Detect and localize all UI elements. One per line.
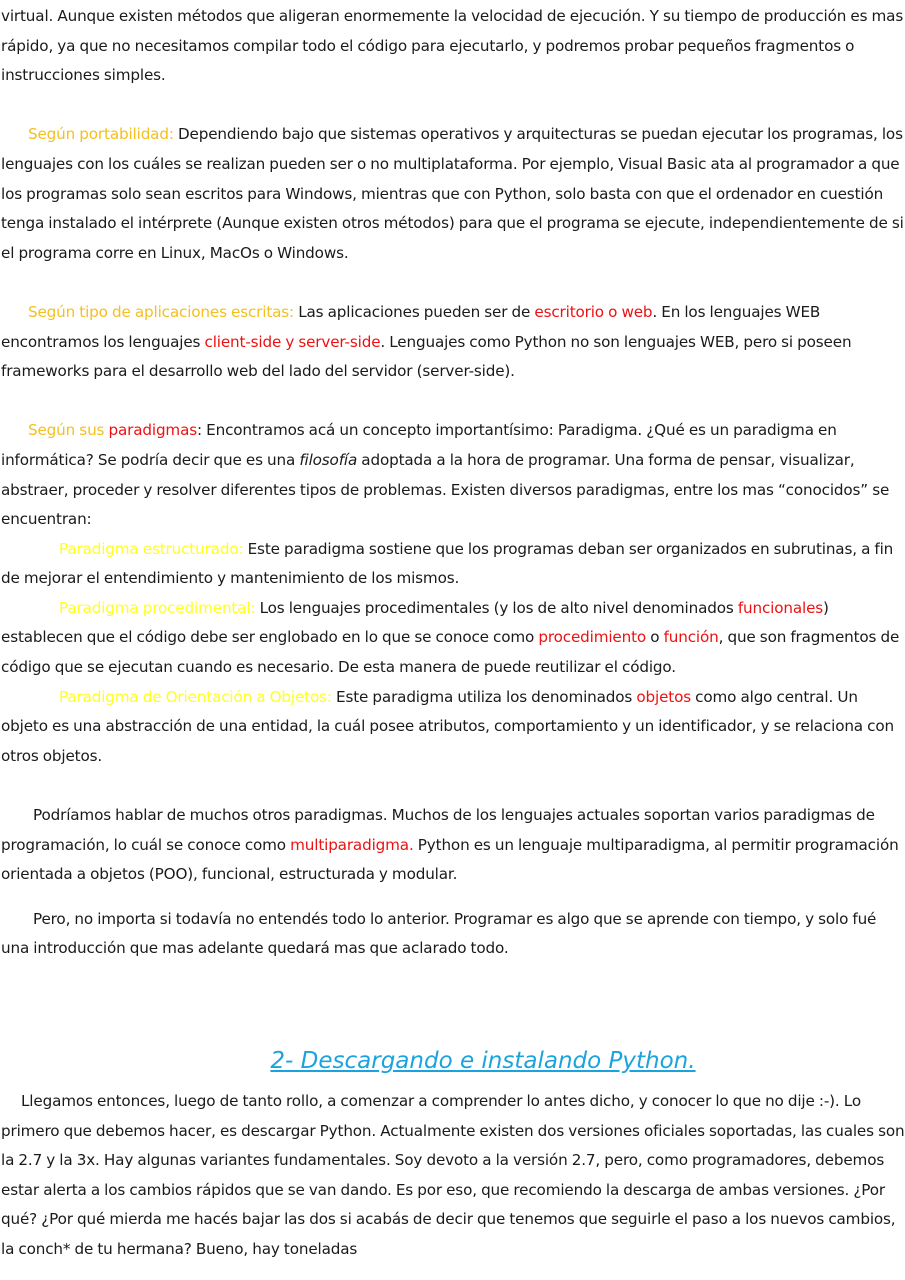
spacer: [1, 387, 905, 417]
italic-term: filosofía: [299, 450, 358, 469]
paragraph-text: o: [646, 628, 664, 647]
highlight-term: escritorio o web: [534, 302, 653, 321]
section-label: Según sus: [28, 421, 109, 440]
paragraph-text: Este paradigma utiliza los denominados: [331, 687, 637, 706]
paragraph-text: . Lenguajes como Python no son lenguajes WEB, pero si poseen frameworks para el desarrollo web del lado del servidor (server-side).: [1, 332, 852, 381]
paragraph-text: Python es un lenguaje multiparadigma, al permitir programación orientada a objetos (POO), funcional, estructurada y modular.: [1, 835, 899, 884]
paragraph-text: , que son fragmentos de código que se ejecutan cuando es necesario. De esta manera de puede reutilizar el código.: [1, 628, 900, 677]
highlight-term: función: [663, 628, 719, 647]
paragraph-cierre: [1, 905, 905, 964]
highlight-term: funcionales: [737, 598, 824, 617]
section-label: Según portabilidad:: [28, 125, 174, 144]
paragraph-text: virtual. Aunque existen métodos que aligeran enormemente la velocidad de ejecución. Y su tiempo de producción es mas rápido, ya que no necesitamos compilar todo el código para ejecutarlo, y podremos probar pequeños fragmentos o instrucciones simples.: [1, 7, 904, 85]
highlight-term: multiparadigma.: [290, 835, 414, 854]
spacer: [1, 91, 905, 121]
paragraph-interpretado-tail: [1, 2, 905, 91]
paragraph-portabilidad: [1, 120, 905, 268]
paradigm-label: Paradigma estructurado:: [59, 539, 244, 558]
highlight-term: procedimiento: [538, 628, 647, 647]
paragraph-paradigmas: [1, 416, 905, 534]
paragraph-text: . En los lenguajes WEB encontramos los lenguajes: [1, 302, 821, 351]
paradigm-label: Paradigma de Orientación a Objetos:: [59, 687, 332, 706]
section-heading: 2- Descargando e instalando Python.: [270, 1048, 696, 1074]
section-label: Según tipo de aplicaciones escritas:: [28, 302, 295, 321]
highlight-term: client-side y server-side: [204, 332, 381, 351]
highlight-term: paradigmas: [108, 421, 197, 440]
paragraph-text: Podríamos hablar de muchos otros paradigmas. Muchos de los lenguajes actuales soportan varios paradigmas de programación, lo cuál se conoce como: [1, 806, 875, 854]
paragraph-procedimental: [1, 594, 905, 683]
paragraph-text: ) establecen que el código debe ser englobado en lo que se conoce como: [1, 598, 829, 647]
paragraph-text: Los lenguajes procedimentales (y los de alto nivel denominados: [255, 598, 738, 617]
paragraph-aplicaciones: [1, 298, 905, 387]
spacer: [1, 890, 905, 905]
paragraph-objetos: [1, 683, 905, 772]
spacer: [1, 268, 905, 298]
paragraph-text: Las aplicaciones pueden ser de: [294, 302, 535, 321]
document-page: [1, 2, 905, 1265]
paragraph-text: Dependiendo bajo que sistemas operativos y arquitecturas se puedan ejecutar los programas, los lenguajes con los cuáles se realizan pueden ser o no multiplataforma. Por ejemplo, Visual Basic ata al programador a que los programas solo sean escritos para Windows, mientras que con Python, solo basta con que el ordenador en cuestión tenga instalado el intérprete (Aunque existen otros métodos) para que el programa se ejecute, independientemente de si el programa corre en Linux, MacOs o Windows.: [1, 125, 904, 262]
spacer: [1, 771, 905, 801]
paragraph-text: Este paradigma sostiene que los programas deban ser organizados en subrutinas, a fin de mejorar el entendimiento y mantenimiento de los mismos.: [1, 539, 894, 588]
paragraph-text: como algo central. Un objeto es una abstracción de una entidad, la cuál posee atributos, comportamiento y un identificador, y se relaciona con otros objetos.: [1, 687, 894, 765]
paragraph-estructurado: [1, 535, 905, 594]
paradigm-label: Paradigma procedimental:: [59, 598, 256, 617]
paragraph-text: adoptada a la hora de programar. Una forma de pensar, visualizar, abstraer, proceder y resolver diferentes tipos de problemas. Existen diversos paradigmas, entre los mas “conocidos” se encuentran:: [1, 450, 890, 529]
highlight-term: objetos: [636, 687, 691, 706]
paragraph-text: : Encontramos acá un concepto importantísimo: Paradigma. ¿Qué es un paradigma en informática? Se podría decir que es una: [1, 421, 837, 469]
paragraph-descarga: [1, 1087, 905, 1265]
paragraph-text: Llegamos entonces, luego de tanto rollo, a comenzar a comprender lo antes dicho, y conocer lo que no dije :-). Lo primero que debemos hacer, es descargar Python. Actualmente existen dos versiones oficiales soportadas, las cuales son la 2.7 y la 3x. Hay algunas variantes fundamentales. Soy devoto a la versión 2.7, pero, como programadores, debemos estar alerta a los cambios rápidos que se van dando. Es por eso, que recomiendo la descarga de ambas versiones. ¿Por qué? ¿Por qué mierda me hacés bajar las dos si acabás de decir que tenemos que seguirle el paso a los nuevos cambios, la conch* de tu hermana? Bueno, hay toneladas: [1, 1092, 905, 1258]
paragraph-text: Pero, no importa si todavía no entendés todo lo anterior. Programar es algo que se aprende con tiempo, y solo fué una introducción que mas adelante quedará mas que aclarado todo.: [1, 909, 877, 958]
paragraph-multiparadigma: [1, 801, 905, 890]
spacer: [1, 964, 905, 1041]
